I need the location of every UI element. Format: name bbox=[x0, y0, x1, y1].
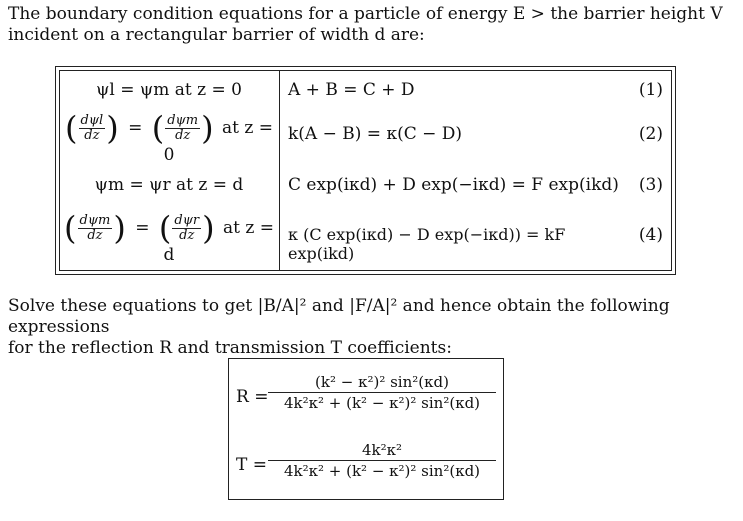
eq4-frac-a: ( $\frac{\text{dψm}}{dz}$ ) bbox=[64, 209, 126, 247]
T-lhs: T = bbox=[236, 455, 267, 475]
R-lhs: R = bbox=[236, 387, 269, 407]
eq4-frac-b-num: dψr bbox=[174, 212, 200, 228]
R-denominator: 4k²κ² + (k² − κ²)² sin²(κd) bbox=[283, 394, 481, 412]
solve-text bbox=[8, 296, 733, 359]
eq2-frac-b-den: dz bbox=[175, 127, 191, 143]
T-denominator: 4k²κ² + (k² − κ²)² sin²(κd) bbox=[283, 462, 481, 480]
eq4-frac-a-den: dz bbox=[87, 227, 103, 243]
eq4-right: κ (C exp(iκd) − D exp(−iκd)) = kF exp(ikd) bbox=[288, 225, 566, 263]
eq3-right: C exp(iκd) + D exp(−iκd) = F exp(ikd) bbox=[288, 175, 619, 195]
eq1-right: A + B = C + D bbox=[288, 80, 415, 100]
solve-line-1: Solve these equations to get |B/A|² and |F/A|² and hence obtain the following expressions bbox=[8, 296, 670, 337]
T-numerator: 4k²κ² bbox=[268, 440, 496, 461]
eq1-label: (1) bbox=[638, 80, 663, 100]
eq3-left: ψm = ψr at z = d bbox=[94, 175, 244, 195]
eq4-frac-b: ( $\frac{\text{dψr}}{dz}$ ) bbox=[158, 209, 215, 247]
eq2-frac-a-num: dψl bbox=[80, 112, 104, 128]
solve-line-2: for the reflection R and transmission T coefficients: bbox=[8, 338, 452, 358]
equations-column-divider bbox=[279, 70, 280, 271]
eq2-label: (2) bbox=[638, 124, 663, 144]
eq2-left: ( $\frac{\text{dψl}}{dz}$ ) = ( $\frac{\text{dψm}}{dz}$ ) at z = 0 bbox=[65, 109, 273, 165]
eq4-label: (4) bbox=[638, 225, 663, 245]
eq2-frac-b: ( $\frac{\text{dψm}}{dz}$ ) bbox=[151, 109, 214, 147]
intro-line-1: The boundary condition equations for a particle of energy E > the barrier height V bbox=[8, 4, 723, 24]
R-fraction bbox=[272, 372, 492, 413]
intro-text bbox=[8, 4, 733, 46]
eq2-frac-a-den: dz bbox=[84, 127, 100, 143]
eq1-left: ψl = ψm at z = 0 bbox=[96, 80, 242, 100]
eq2-frac-a: ( $\frac{\text{dψl}}{dz}$ ) bbox=[65, 109, 119, 147]
eq3-label: (3) bbox=[638, 175, 663, 195]
eq4-frac-b-den: dz bbox=[179, 227, 195, 243]
eq4-frac-a-num: dψm bbox=[79, 212, 111, 228]
eq4-left: ( $\frac{\text{dψm}}{dz}$ ) = ( $\frac{\text{dψr}}{dz}$ ) at z = d bbox=[64, 209, 274, 265]
R-numerator: (k² − κ²)² sin²(κd) bbox=[268, 372, 496, 393]
eq2-right: k(A − B) = κ(C − D) bbox=[288, 124, 463, 144]
T-fraction bbox=[272, 440, 492, 481]
eq4-condition: at z = d bbox=[163, 218, 274, 265]
eq2-frac-b-num: dψm bbox=[167, 112, 199, 128]
intro-line-2: incident on a rectangular barrier of width d are: bbox=[8, 25, 425, 45]
eq2-condition: at z = 0 bbox=[163, 118, 273, 165]
